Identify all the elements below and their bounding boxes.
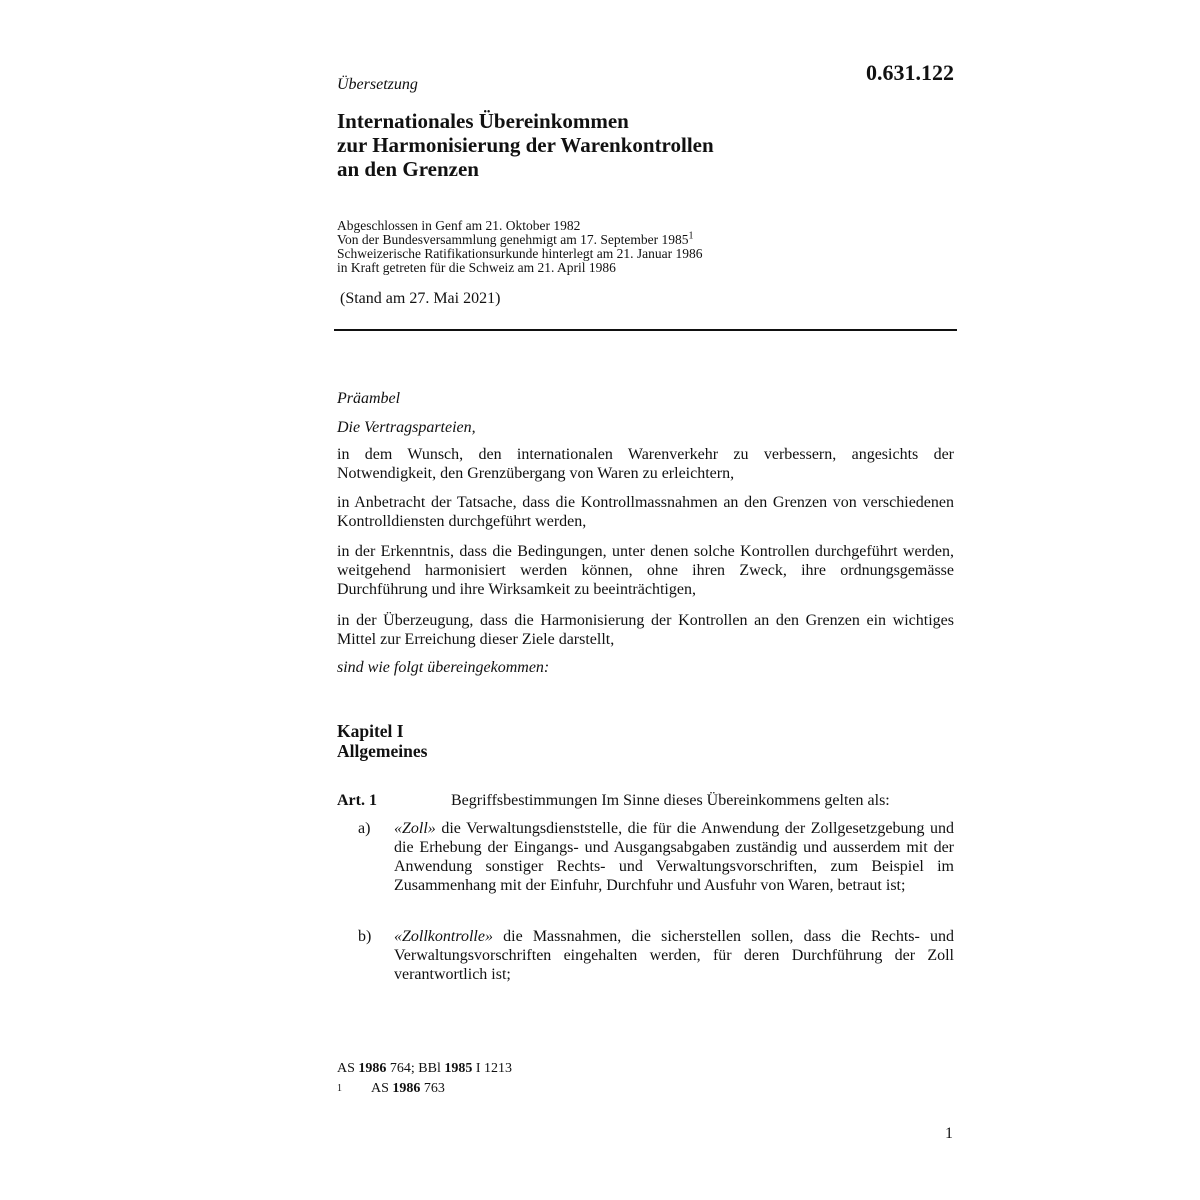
preamble-paragraph-4: in der Überzeugung, dass die Harmonisierung der Kontrollen an den Grenzen ein wichtiges Mittel zur Erreichung dieser Ziele darstellt, [337, 612, 954, 648]
title-line-1: Internationales Übereinkommen [337, 109, 629, 133]
definition-b-term: «Zollkontrolle» [394, 928, 493, 945]
title-line-2: zur Harmonisierung der Warenkontrollen [337, 133, 714, 157]
meta-ratification: Schweizerische Ratifikationsurkunde hinterlegt am 21. Januar 1986 [337, 246, 703, 261]
definition-b-letter: b) [358, 928, 372, 945]
definition-b-text: die Massnahmen, die sicherstellen sollen, dass die Rechts- und Verwaltungsvorschriften eingehalten werden, für deren Durchführung der Zoll verantwortlich ist; [394, 928, 954, 983]
article-1-intro: Begriffsbestimmungen Im Sinne dieses Übereinkommens gelten als: [451, 792, 890, 809]
definition-a-term: «Zoll» [394, 820, 436, 837]
footnote-ref-1[interactable]: 1 [688, 230, 694, 242]
meta-approved-text: Von der Bundesversammlung genehmigt am 17. September 1985 [337, 232, 689, 247]
preamble-paragraph-3: in der Erkenntnis, dass die Bedingungen, unter denen solche Kontrollen durchgeführt werden, weitgehend harmonisiert werden können, ohne ihren Zweck, ihre ordnungsgemässe Durchführung und ihre Wirksamkeit zu beeinträchtigen, [337, 543, 954, 598]
definition-a [394, 819, 954, 895]
article-1-label: Art. 1 [337, 792, 377, 809]
footnote-1-page: 763 [423, 1081, 445, 1096]
document-title [337, 109, 714, 181]
definition-b [394, 927, 954, 984]
meta-in-force: in Kraft getreten für die Schweiz am 21. April 1986 [337, 260, 616, 275]
document-metadata [337, 219, 703, 275]
preamble-heading: Präambel [337, 390, 401, 407]
as-year: 1986 [358, 1061, 387, 1076]
chapter-heading [337, 721, 427, 761]
bbl-year: 1985 [444, 1061, 473, 1076]
status-date: (Stand am 27. Mai 2021) [340, 290, 501, 307]
page-number: 1 [945, 1125, 953, 1142]
sr-number: 0.631.122 [866, 60, 954, 85]
title-line-3: an den Grenzen [337, 157, 479, 181]
definition-a-text: die Verwaltungsdienststelle, die für die Anwendung der Zollgesetzgebung und die Erhebung der Eingangs- und Ausgangsabgaben zuständig und ausserdem mit der Anwendung sonstiger Rechts- und Verwaltungsvorschriften, zum Beispiel im Zusammenhang mit der Einfuhr, Durchfuhr und Ausfuhr von Waren, betraut ist; [394, 820, 954, 894]
footnote-1-year: 1986 [392, 1081, 421, 1096]
as-page: 764; BBl [389, 1061, 441, 1076]
preamble-paragraph-1: in dem Wunsch, den internationalen Warenverkehr zu verbessern, angesichts der Notwendigkeit, den Grenzübergang von Waren zu erleichtern, [337, 446, 954, 482]
footnote-1-prefix: AS [371, 1081, 389, 1096]
footnote-1-number: 1 [337, 1083, 342, 1094]
definition-a-letter: a) [358, 820, 371, 837]
chapter-title: Allgemeines [337, 741, 428, 761]
source-reference [337, 1059, 512, 1079]
chapter-number: Kapitel I [337, 721, 404, 741]
meta-concluded: Abgeschlossen in Genf am 21. Oktober 1982 [337, 218, 581, 233]
translation-label: Übersetzung [337, 76, 418, 93]
preamble-parties: Die Vertragsparteien, [337, 419, 476, 436]
header-divider [334, 329, 957, 331]
footnotes [337, 1059, 512, 1099]
footnote-1 [337, 1079, 512, 1099]
preamble-closing: sind wie folgt übereingekommen: [337, 659, 550, 676]
meta-approved [337, 230, 703, 247]
as-prefix: AS [337, 1061, 355, 1076]
bbl-rest: I 1213 [475, 1061, 513, 1076]
preamble-paragraph-2: in Anbetracht der Tatsache, dass die Kontrollmassnahmen an den Grenzen von verschiedenen Kontrolldiensten durchgeführt werden, [337, 494, 954, 530]
